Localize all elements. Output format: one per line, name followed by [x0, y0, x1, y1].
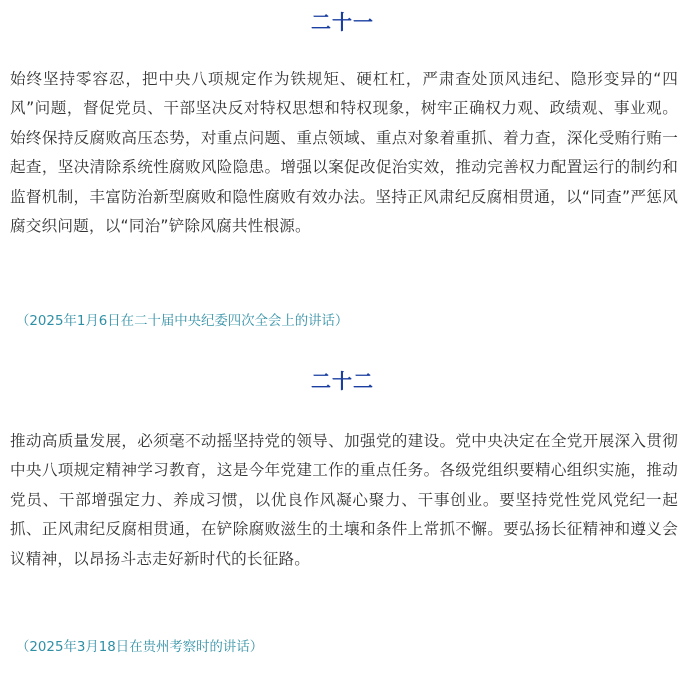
section-number-21: 二十一 [311, 10, 374, 34]
section-number-22: 二十二 [311, 369, 374, 393]
section-22-source: （2025年3月18日在贵州考察时的讲话） [16, 640, 264, 655]
section-22-paragraph: 推动高质量发展，必须毫不动摇坚持党的领导、加强党的建设。党中央决定在全党开展深入贯彻中央八项规定精神学习教育，这是今年党建工作的重点任务。各级党组织要精心组织实施，推动党员、干部增强定力、养成习惯，以优良作风凝心聚力、干事创业。要坚持党性党风党纪一起抓、正风肃纪反腐相贯通，在铲除腐败滋生的土壤和条件上常抓不懈。要弘扬长征精神和遵义会议精神，以昂扬斗志走好新时代的长征路。 [10, 432, 678, 568]
section-21-source: （2025年1月6日在二十届中央纪委四次全会上的讲话） [16, 314, 349, 329]
section-21-paragraph: 始终坚持零容忍，把中央八项规定作为铁规矩、硬杠杠，严肃查处顶风违纪、隐形变异的“四风”问题，督促党员、干部坚决反对特权思想和特权现象，树牢正确权力观、政绩观、事业观。始终保持反腐败高压态势，对重点问题、重点领域、重点对象着重抓、着力查，深化受贿行贿一起查，坚决清除系统性腐败风险隐患。增强以案促改促治实效，推动完善权力配置运行的制约和监督机制，丰富防治新型腐败和隐性腐败有效办法。坚持正风肃纪反腐相贯通，以“同查”严惩风腐交织问题，以“同治”铲除风腐共性根源。 [10, 70, 678, 236]
